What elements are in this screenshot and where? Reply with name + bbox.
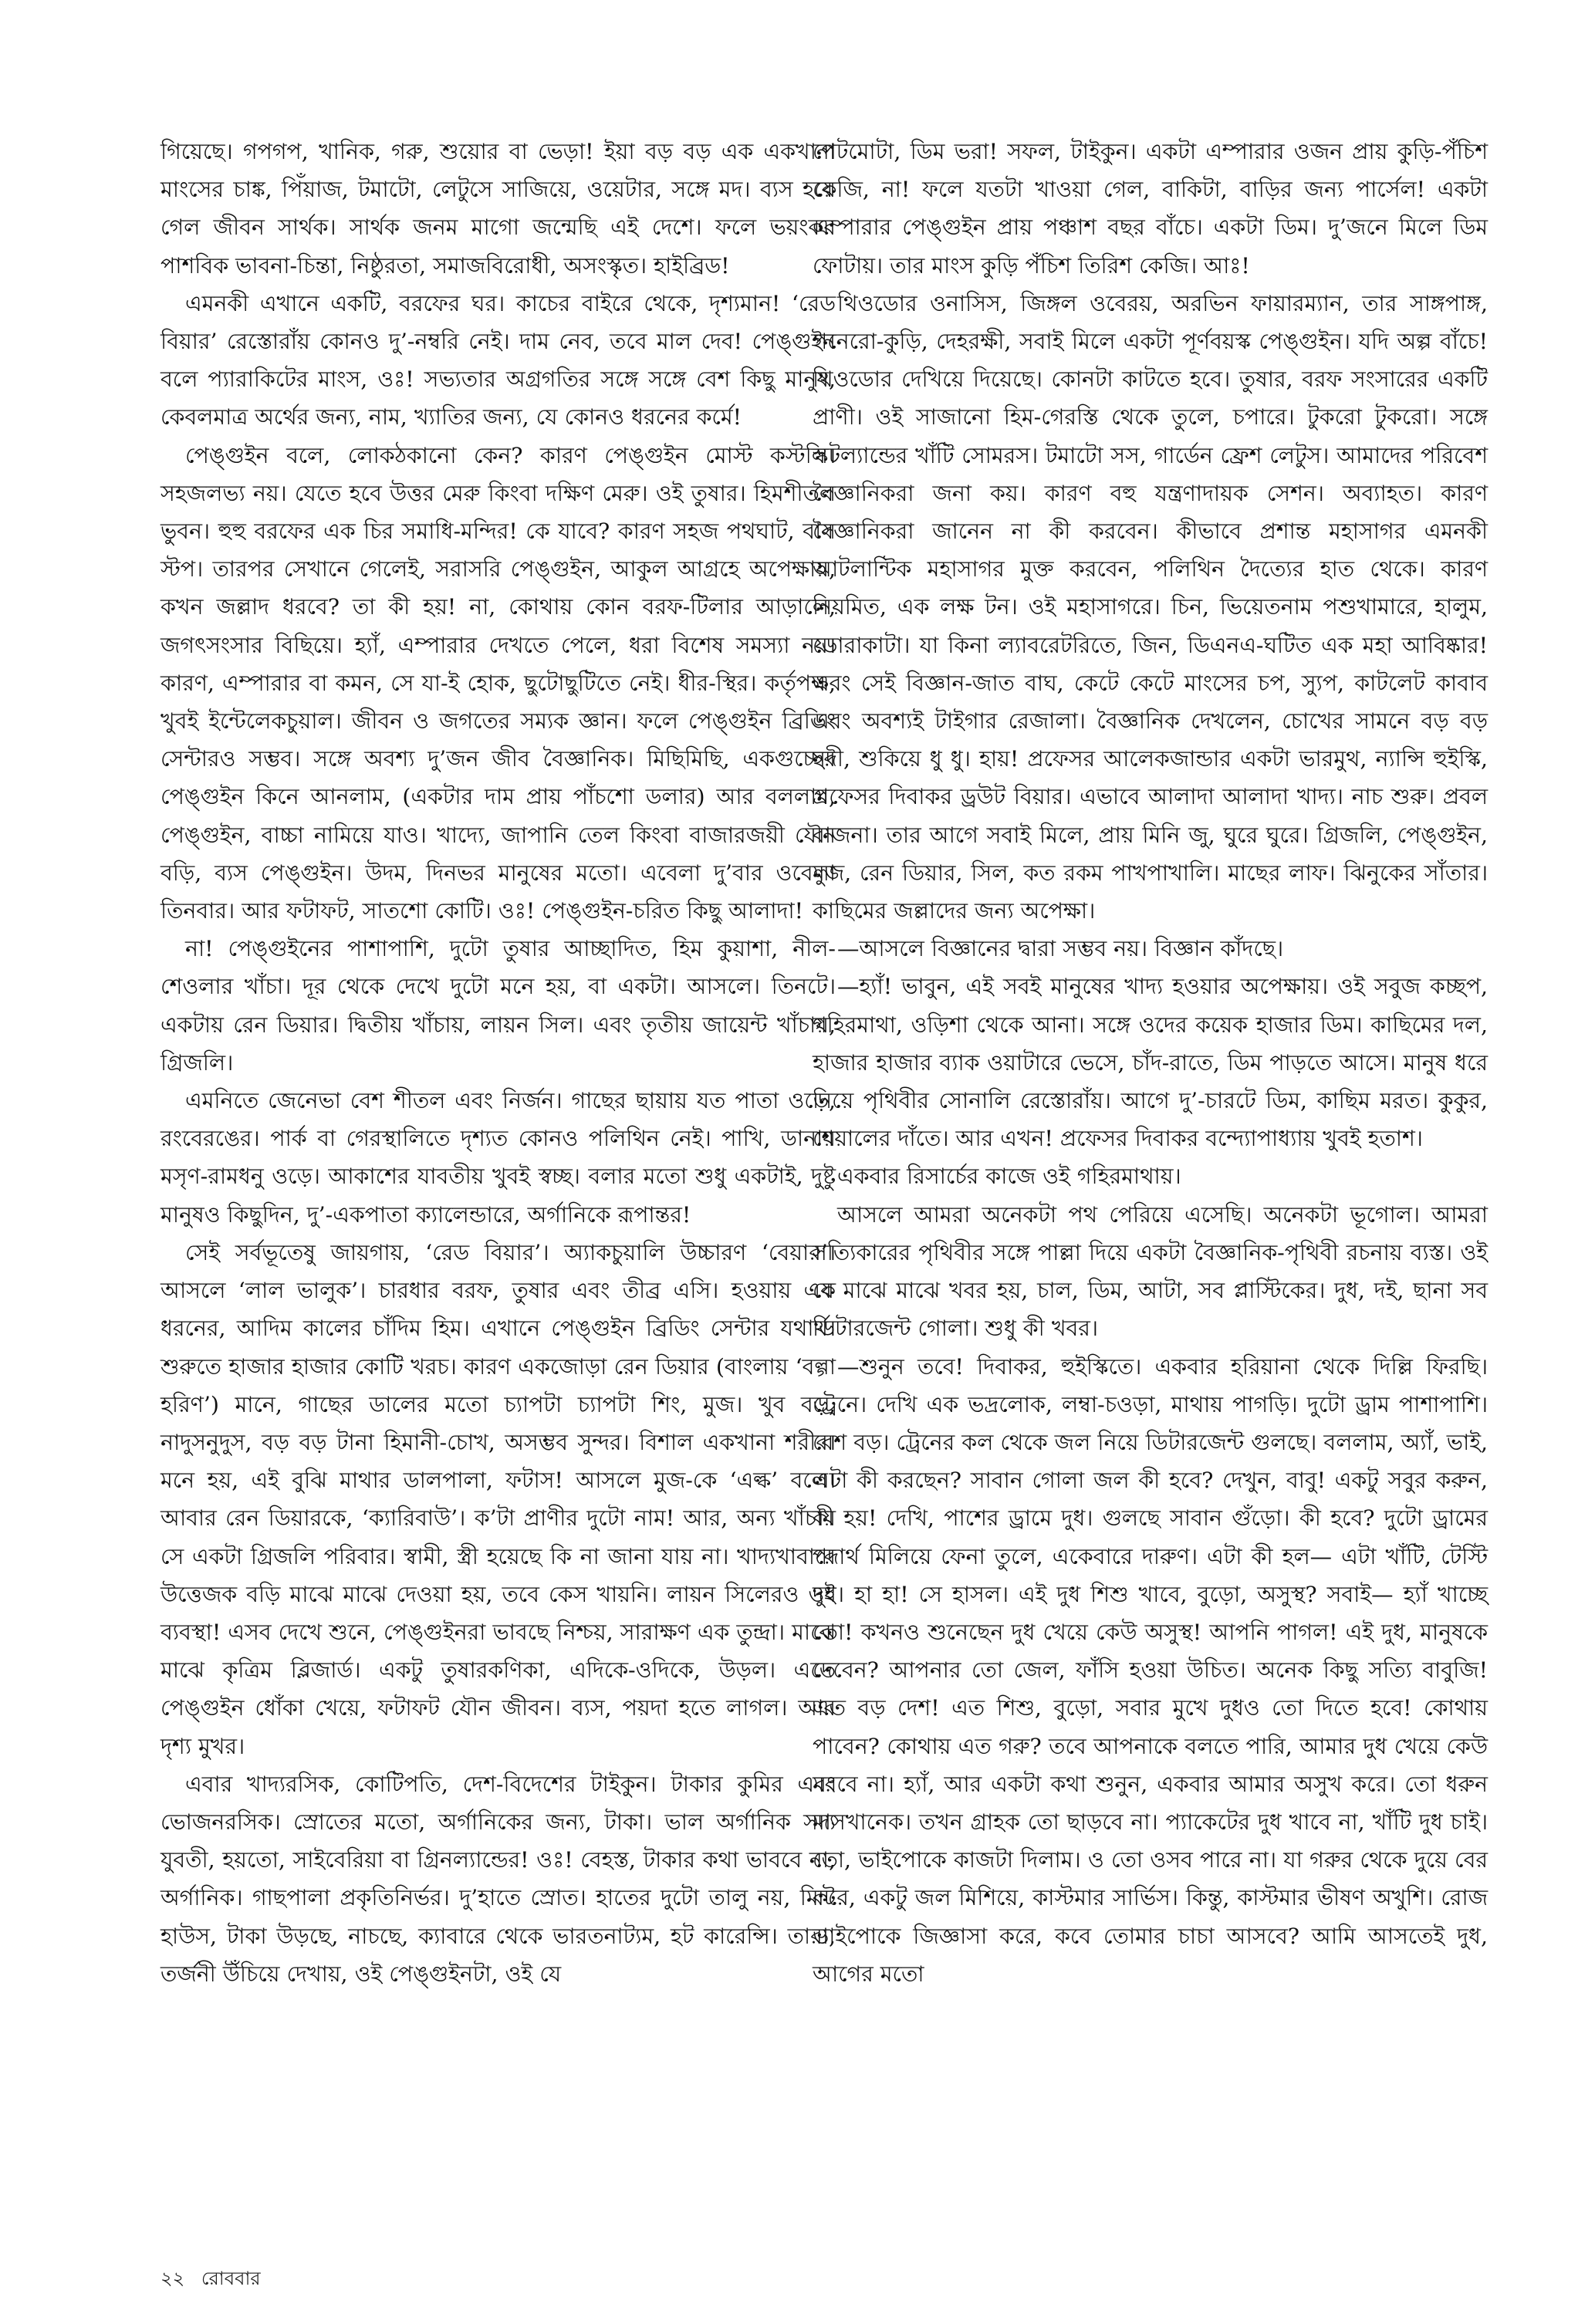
paragraph: এমনিতে জেনেভা বেশ শীতল এবং নির্জন। গাছের ছায়ায় যত পাতা ওড়ে, রংবেরঙের। পার্ক বা গেরস্থালিতে দৃশ্যত কোনও পলিথিন নেই। পাখি, ডানায় মসৃণ-রামধনু ওড়ে। আকাশের যাবতীয় খুবই স্বচ্ছ। বলার মতো শুধু একটাই, দুষ্টু মানুষও কিছুদিন, দু’-একপাতা ক্যালেন্ডারে, অর্গানিকে রূপান্তর! [161, 1088, 836, 1228]
publication-name: রোববার [201, 2268, 261, 2289]
paragraph: একবার রিসার্চের কাজে ওই গহিরমাথায়। [837, 1164, 1181, 1190]
page-number: ২২ [161, 2268, 185, 2289]
paragraph: এমনকী এখানে একটি, বরফের ঘর। কাচের বাইরে থেকে, দৃশ্যমান! ‘রেড বিয়ার’ রেস্তোরাঁয় কোনও দু’-নম্বরি নেই। দাম নেব, তবে মাল দেব! পেঙ্গুইন বলে প্যারাকিটের মাংস, ওঃ! সভ্যতার অগ্রগতির সঙ্গে সঙ্গে বেশ কিছু মানুষ, কেবলমাত্র অর্থের জন্য, নাম, খ্যাতির জন্য, যে কোনও ধরনের কর্মে! [161, 290, 836, 431]
dialogue-paragraph: —হ্যাঁ! ভাবুন, এই সবই মানুষের খাদ্য হওয়ার অপেক্ষায়। ওই সবুজ কচ্ছপ, গহিরমাথা, ওড়িশা থেকে আনা। সঙ্গে ওদের কয়েক হাজার ডিম। কাছিমের দল, হাজার হাজার ব্যাক ওয়াটারে ভেসে, চাঁদ-রাতে, ডিম পাড়তে আসে। মানুষ ধরে নিয়ে পৃথিবীর সোনালি রেস্তোরাঁয়। আগে দু’-চারটে ডিম, কাছিম মরত। কুকুর, শেয়ালের দাঁতে। আর এখন! প্রফেসর দিবাকর বন্দ্যোপাধ্যায় খুবই হতাশ। [813, 974, 1488, 1152]
paragraph: সেই সর্বভূতেষু জায়গায়, ‘রেড বিয়ার’। অ্যাকচুয়ালি উচ্চারণ ‘বেয়ার’। আসলে ‘লাল ভালুক’। চারধার বরফ, তুষার এবং তীব্র এসি। হওয়ায় এক ধরনের, আদিম কালের চাঁদিম হিম। এখানে পেঙ্গুইন ব্রিডিং সেন্টার যথার্থ। শুরুতে হাজার হাজার কোটি খরচ। কারণ একজোড়া রেন ডিয়ার (বাংলায় ‘বল্গা হরিণ’) মানে, গাছের ডালের মতো চ্যাপটা চ্যাপটা শিং, মুজ। খুব বড়, নাদুসনুদুস, বড় বড় টানা হিমানী-চোখ, অসম্ভব সুন্দর। বিশাল একখানা শরীর। মনে হয়, এই বুঝি মাথার ডালপালা, ফটাস! আসলে মুজ-কে ‘এল্ক’ বলে। আবার রেন ডিয়ারকে, ‘ক্যারিবাউ’। ক’টা প্রাণীর দুটো নাম! আর, অন্য খাঁচায় সে একটা গ্রিজলি পরিবার। স্বামী, স্ত্রী হয়েছে কি না জানা যায় না। খাদ্যখাবারে উত্তেজক বড়ি মাঝে মাঝে দেওয়া হয়, তবে কেস খায়নি। লায়ন সিলেরও ওই ব্যবস্থা! এসব দেখে শুনে, পেঙ্গুইনরা ভাবছে নিশ্চয়, সারাক্ষণ এক তুন্দ্রা। মাঝে মাঝে কৃত্রিম ব্লিজার্ড। একটু তুষারকণিকা, এদিকে-ওদিকে, উড়ল। এতে পেঙ্গুইন ধোঁকা খেয়ে, ফটাফট যৌন জীবন। ব্যস, পয়দা হতে লাগল। আর দৃশ্য মুখর। [161, 1239, 836, 1759]
paragraph: এবার খাদ্যরসিক, কোটিপতি, দেশ-বিদেশের টাইকুন। টাকার কুমির এবং ভোজনরসিক। স্রোতের মতো, অর্গানিকের জন্য, টাকা। ভাল অর্গানিক সদ্য যুবতী, হয়তো, সাইবেরিয়া বা গ্রিনল্যান্ডের! ওঃ! বেহস্ত, টাকার কথা ভাববে না, অর্গানিক। গাছপালা প্রকৃতিনির্ভর। দু’হাতে স্রোত। হাতের দুটো তালু নয়, মিন্ট হাউস, টাকা উড়ছে, নাচছে, ক্যাবারে থেকে ভারতনাট্যম, হট কারেন্সি। তারা, তর্জনী উঁচিয়ে দেখায়, ওই পেঙ্গুইনটা, ওই যে [161, 1771, 836, 1987]
dialogue-paragraph: —শুনুন তবে! দিবাকর, হুইস্কিতে। একবার হরিয়ানা থেকে দিল্লি ফিরছি। ট্রেনে। দেখি এক ভদ্রলোক, লম্বা-চওড়া, মাথায় পাগড়ি। দুটো ড্রাম পাশাপাশি। বেশ বড়। ট্রেনের কল থেকে জল নিয়ে ডিটারজেন্ট গুলছে। বললাম, অ্যাঁ, ভাই, এটা কী করছেন? সাবান গোলা জল কী হবে? দেখুন, বাবু! একটু সবুর করুন, কী হয়! দেখি, পাশের ড্রামে দুধ। গুলছে সাবান গুঁড়ো। কী হবে? দুটো ড্রামের পদার্থ মিলিয়ে ফেনা তুলে, একেবারে দারুণ। এটা কী হল— এটা খাঁটি, টেস্টি দুধ। হা হা! সে হাসল। এই দুধ শিশু খাবে, বুড়ো, অসুস্থ? সবাই— হ্যাঁ খাচ্ছে তো! কখনও শুনেছেন দুধ খেয়ে কেউ অসুস্থ! আপনি পাগল! এই দুধ, মানুষকে দেবেন? আপনার তো জেল, ফাঁসি হওয়া উচিত। অনেক কিছু সত্যি বাবুজি! এত বড় দেশ! এত শিশু, বুড়ো, সবার মুখে দুধও তো দিতে হবে! কোথায় পাবেন? কোথায় এত গরু? তবে আপনাকে বলতে পারি, আমার দুধ খেয়ে কেউ মরবে না। হ্যাঁ, আর একটা কথা শুনুন, একবার আমার অসুখ করে। তো ধরুন মাসখানেক। তখন গ্রাহক তো ছাড়বে না। প্যাকেটের দুধ খাবে না, খাঁটি দুধ চাই। তো, ভাইপোকে কাজটা দিলাম। ও তো ওসব পারে না। যা গরুর থেকে দুয়ে বের করে, একটু জল মিশিয়ে, কাস্টমার সার্ভিস। কিন্তু, কাস্টমার ভীষণ অখুশি। রোজ ভাইপোকে জিজ্ঞাসা করে, কবে তোমার চাচা আসবে? আমি আসতেই দুধ, আগের মতো [813, 1353, 1488, 1987]
paragraph: পেটমোটা, ডিম ভরা! সফল, টাইকুন। একটা এম্পারার ওজন প্রায় কুড়ি-পঁচিশ কেজি, না! ফলে যতটা খাওয়া গেল, বাকিটা, বাড়ির জন্য পার্সেল! একটা এম্পারার পেঙ্গুইন প্রায় পঞ্চাশ বছর বাঁচে। একটা ডিম। দু’জনে মিলে ডিম ফোটায়। তার মাংস কুড়ি পঁচিশ তিরিশ কেজি। আঃ! [813, 139, 1488, 279]
left-text-column [161, 133, 836, 1993]
paragraph: গিয়েছে। গপগপ, খানিক, গরু, শুয়োর বা ভেড়া! ইয়া বড় বড় এক একখানা মাংসের চাঙ্ক, পিঁয়াজ, টমাটো, লেটুসে সাজিয়ে, ওয়েটার, সঙ্গে মদ। ব্যস হয়ে গেল জীবন সার্থক। সার্থক জনম মাগো জন্মেছি এই দেশে। ফলে ভয়ংকর পাশবিক ভাবনা-চিন্তা, নিষ্ঠুরতা, সমাজবিরোধী, অসংস্কৃত। হাইব্রিড! [161, 139, 836, 279]
right-text-column [813, 133, 1488, 1993]
paragraph: পেঙ্গুইন বলে, লোকঠকানো কেন? কারণ পেঙ্গুইন মোস্ট কস্টলি। সহজলভ্য নয়। যেতে হবে উত্তর মেরু কিংবা দক্ষিণ মেরু। ওই তুষার। হিমশীতল ভুবন। হুহু বরফের এক চির সমাধি-মন্দির! কে যাবে? কারণ সহজ পথঘাট, বাস স্টপ। তারপর সেখানে গেলেই, সরাসরি পেঙ্গুইন, আকুল আগ্রহে অপেক্ষায়, কখন জল্লাদ ধরবে? তা কী হয়! না, কোথায় কোন বরফ-টিলার আড়ালে, জগৎসংসার বিছিয়ে। হ্যাঁ, এম্পারার দেখতে পেলে, ধরা বিশেষ সমস্যা নয়। কারণ, এম্পারার বা কমন, সে যা-ই হোক, ছুটোছুটিতে নেই। ধীর-স্থির। কর্তৃপক্ষ, খুবই ইন্টেলেকচুয়াল। জীবন ও জগতের সম্যক জ্ঞান। ফলে পেঙ্গুইন ব্রিডিং সেন্টারও সম্ভব। সঙ্গে অবশ্য দু’জন জীব বৈজ্ঞানিক। মিছিমিছি, একগুচ্ছের পেঙ্গুইন কিনে আনলাম, (একটার দাম প্রায় পাঁচশো ডলার) আর বললাম, পেঙ্গুইন, বাচ্চা নামিয়ে যাও। খাদ্যে, জাপানি তেল কিংবা বাজারজয়ী যৌন বড়ি, ব্যস পেঙ্গুইন। উদম, দিনভর মানুষের মতো। এবেলা দু’বার ওবেলা তিনবার। আর ফটাফট, সাতশো কোটি। ওঃ! পেঙ্গুইন-চরিত কিছু আলাদা! [161, 442, 836, 924]
paragraph: থিওডোর ওনাসিস, জিঙ্গল ওবেরয়, অরভিন ফায়ারম্যান, তার সাঙ্গপাঙ্গ, পনেরো-কুড়ি, দেহরক্ষী, সবাই মিলে একটা পূর্ণবয়স্ক পেঙ্গুইন। যদি অল্প বাঁচে! থিওডোর দেখিয়ে দিয়েছে। কোনটা কাটতে হবে। তুষার, বরফ সংসারের একটি প্রাণী। ওই সাজানো হিম-গেরস্তি থেকে তুলে, চপারে। টুকরো টুকরো। সঙ্গে স্কটল্যান্ডের খাঁটি সোমরস। টমাটো সস, গার্ডেন ফ্রেশ লেটুস। আমাদের পরিবেশ বৈজ্ঞানিকরা জনা কয়। কারণ বহু যন্ত্রণাদায়ক সেশন। অব্যাহত। কারণ বৈজ্ঞানিকরা জানেন না কী করবেন। কীভাবে প্রশান্ত মহাসাগর এমনকী আটলান্টিক মহাসাগর মুক্ত করবেন, পলিথিন দৈত্যের হাত থেকে। কারণ নিয়মিত, এক লক্ষ টন। ওই মহাসাগরে। চিন, ভিয়েতনাম পশুখামারে, হালুম, ডোরাকাটা। যা কিনা ল্যাবরেটরিতে, জিন, ডিএনএ-ঘটিত এক মহা আবিষ্কার! এবং সেই বিজ্ঞান-জাত বাঘ, কেটে কেটে মাংসের চপ, স্যুপ, কাটলেট কাবাব এবং অবশ্যই টাইগার রেজালা। বৈজ্ঞানিক দেখলেন, চোখের সামনে বড় বড় নদী, শুকিয়ে ধু ধু। হায়! প্রফেসর আলেকজান্ডার একটা ভারমুথ, ন্যান্সি হুইস্কি, প্রফেসর দিবাকর ড্রউট বিয়ার। এভাবে আলাদা আলাদা খাদ্য। নাচ শুরু। প্রবল বাজনা। তার আগে সবাই মিলে, প্রায় মিনি জু, ঘুরে ঘুরে। গ্রিজলি, পেঙ্গুইন, মুজ, রেন ডিয়ার, সিল, কত রকম পাখপাখালি। মাছের লাফ। ঝিনুকের সাঁতার। কাছিমের জল্লাদের জন্য অপেক্ষা। [813, 290, 1488, 924]
paragraph: না! পেঙ্গুইনের পাশাপাশি, দুটো তুষার আচ্ছাদিত, হিম কুয়াশা, নীল-শেওলার খাঁচা। দূর থেকে দেখে দুটো মনে হয়, বা একটা। আসলে। তিনটে। একটায় রেন ডিয়ার। দ্বিতীয় খাঁচায়, লায়ন সিল। এবং তৃতীয় জায়েন্ট খাঁচায়, গ্রিজলি। [161, 936, 836, 1076]
dialogue-paragraph: —আসলে বিজ্ঞানের দ্বারা সম্ভব নয়। বিজ্ঞান কাঁদছে। [837, 936, 1284, 962]
paragraph: আসলে আমরা অনেকটা পথ পেরিয়ে এসেছি। অনেকটা ভূগোল। আমরা সত্যিকারের পৃথিবীর সঙ্গে পাল্লা দিয়ে একটা বৈজ্ঞানিক-পৃথিবী রচনায় ব্যস্ত। ওই যে মাঝে মাঝে খবর হয়, চাল, ডিম, আটা, সব প্লাস্টিকের। দুধ, দই, ছানা সব ডিটারজেন্ট গোলা। শুধু কী খবর। [813, 1201, 1488, 1342]
page-footer [161, 2267, 272, 2290]
